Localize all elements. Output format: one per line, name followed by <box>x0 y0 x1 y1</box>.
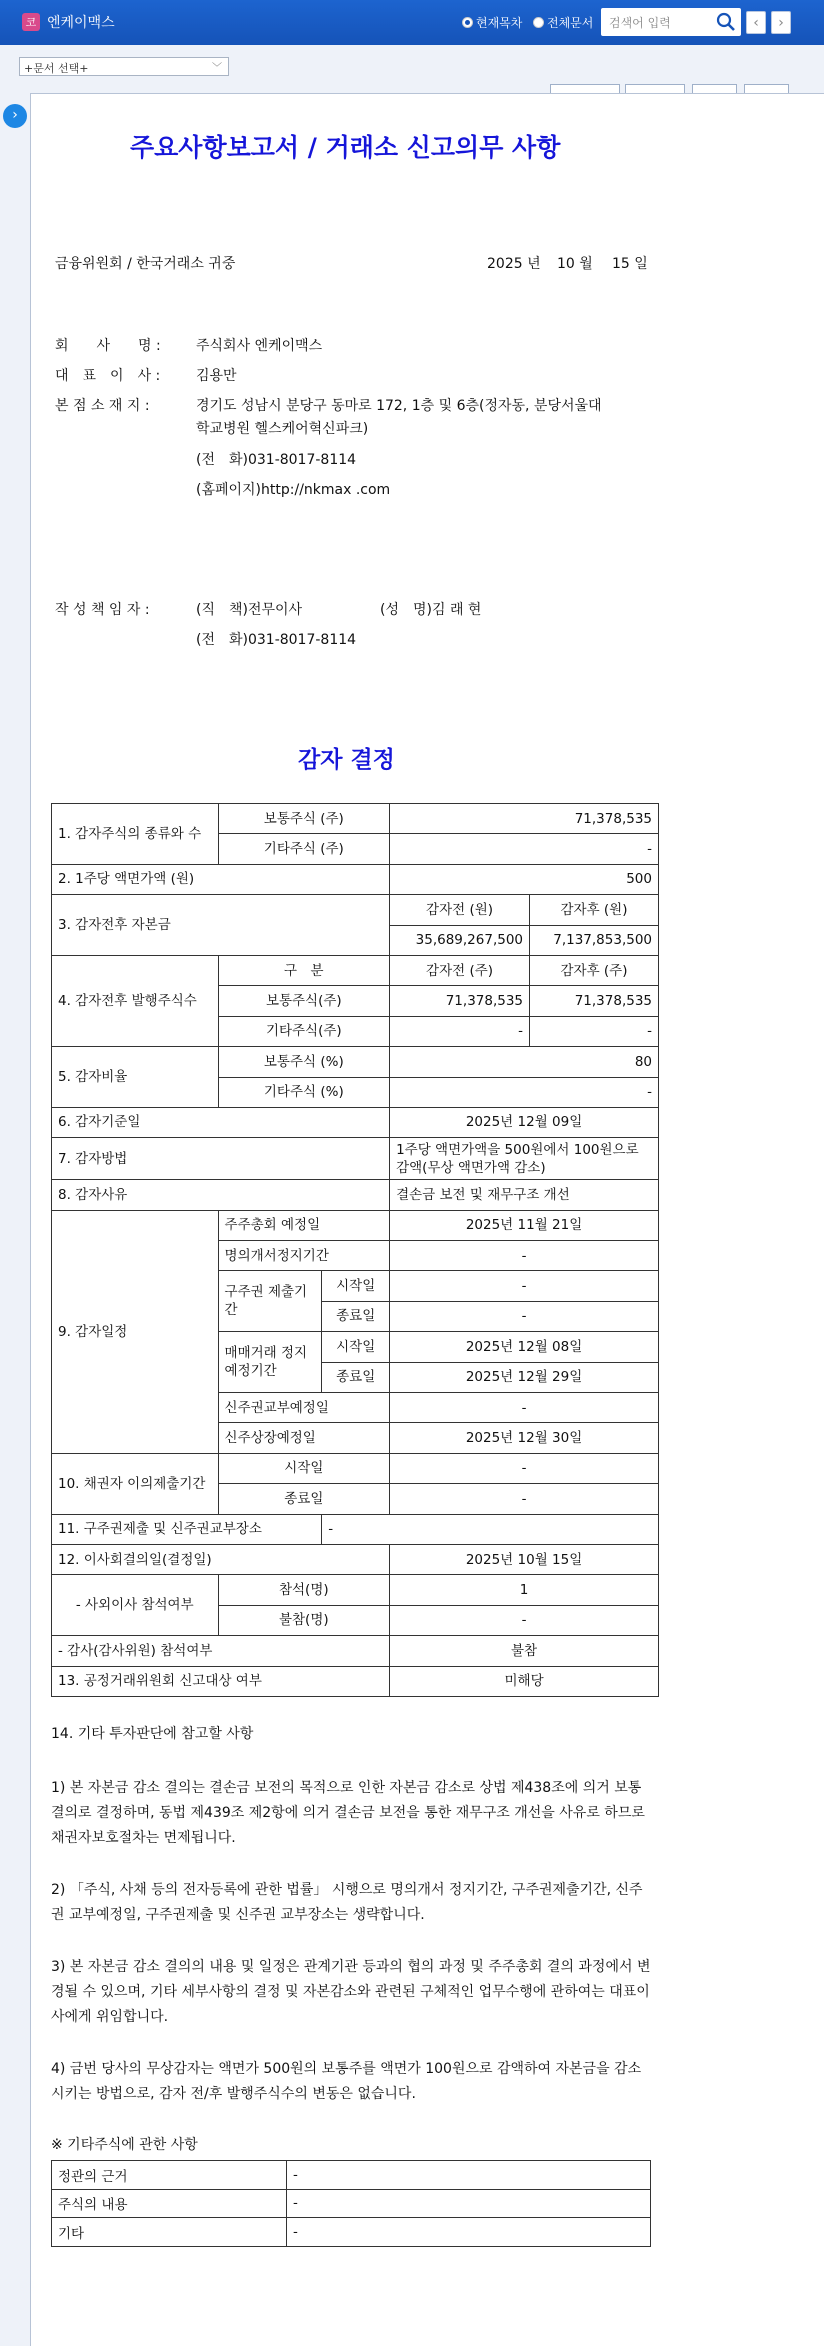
search-icon[interactable] <box>716 12 736 32</box>
sub-label: 종료일 <box>218 1484 390 1514</box>
cell-value: 35,689,267,500 <box>390 925 530 955</box>
company-label: 회 사 명 : <box>55 338 161 354</box>
note-paragraph-4: 4) 금번 당사의 무상감자는 액면가 500원의 보통주를 액면가 100원으로 감액하여 자본금을 감소시키는 방법으로, 감자 전/후 발행주식수의 변동은 없습니다. <box>51 2061 642 2102</box>
chevron-right-icon: › <box>12 107 18 123</box>
sub-label: 신주상장예정일 <box>218 1423 390 1453</box>
cell-value: 71,378,535 <box>530 986 659 1016</box>
row-label: 6. 감자기준일 <box>52 1107 390 1137</box>
cell-value: - <box>287 2218 651 2247</box>
table-row <box>52 1514 659 1544</box>
cell-value: 2025년 12월 30일 <box>390 1423 659 1453</box>
sub-label: 종료일 <box>322 1362 390 1392</box>
row-label: 9. 감자일정 <box>52 1210 219 1453</box>
table-row <box>52 1575 659 1605</box>
cell-value: - <box>390 1077 659 1107</box>
row-label: 12. 이사회결의일(결정일) <box>52 1544 390 1574</box>
writer-name: (성 명)김 래 현 <box>380 602 482 618</box>
report-date-year: 2025 년 <box>487 256 541 272</box>
sub-label: 시작일 <box>322 1271 390 1301</box>
cell-value: 미해당 <box>390 1666 659 1696</box>
row-label: - 사외이사 참석여부 <box>52 1575 219 1636</box>
cell-value: 2025년 10월 15일 <box>390 1544 659 1574</box>
sub-label: 기타주식 (주) <box>218 834 390 864</box>
table-row <box>52 1047 659 1077</box>
table-row <box>52 1138 659 1180</box>
row-label: 1. 감자주식의 종류와 수 <box>52 804 219 865</box>
cell-value: 2025년 11월 21일 <box>390 1210 659 1240</box>
ceo-label: 대 표 이 사 : <box>55 368 161 384</box>
radio-all-label: 전체문서 <box>547 16 594 30</box>
company-name: 엔케이맥스 <box>47 15 115 31</box>
cell-value: 7,137,853,500 <box>530 925 659 955</box>
row-label: 2. 1주당 액면가액 (원) <box>52 864 390 894</box>
cell-value: - <box>390 834 659 864</box>
hq-phone: (전 화)031-8017-8114 <box>196 452 357 468</box>
search-placeholder: 검색어 입력 <box>609 16 671 30</box>
report-title: 주요사항보고서 / 거래소 신고의무 사항 <box>130 133 561 162</box>
sub-label: 명의개서정지기간 <box>218 1241 390 1271</box>
writer-label: 작 성 책 임 자 : <box>55 602 150 618</box>
row-label: 주식의 내용 <box>52 2189 287 2218</box>
cell-value: 500 <box>390 864 659 894</box>
top-bar <box>0 0 824 45</box>
table-row <box>52 864 659 894</box>
other-stock-title: ※ 기타주식에 관한 사항 <box>51 2137 198 2153</box>
cell-value: 1 <box>390 1575 659 1605</box>
row-label: 7. 감자방법 <box>52 1138 390 1180</box>
row-label: 10. 채권자 이의제출기간 <box>52 1453 219 1514</box>
table-row <box>52 955 659 985</box>
sub-label: 시작일 <box>218 1453 390 1483</box>
note-paragraph-3: 3) 본 자본금 감소 결의의 내용 및 일정은 관계기관 등과의 협의 과정 및 주주총회 결의 과정에서 변경될 수 있으며, 기타 세부사항의 결정 및 자본감소와 관련된 구체적인 업무수행에 관하여는 대표이사에게 위임합니다. <box>51 1959 651 2025</box>
company-value: 주식회사 엔케이맥스 <box>196 338 323 354</box>
radio-all-documents[interactable] <box>533 14 593 31</box>
sub-label: 기타주식(주) <box>218 1016 390 1046</box>
sub-label: 주주총회 예정일 <box>218 1210 390 1240</box>
note-heading: 14. 기타 투자판단에 참고할 사항 <box>51 1726 254 1742</box>
row-label: 5. 감자비율 <box>52 1047 219 1108</box>
prev-result-button[interactable] <box>746 11 766 34</box>
note-paragraph-1: 1) 본 자본금 감소 결의는 결손금 보전의 목적으로 인한 자본금 감소로 상법 제438조에 의거 보통결의로 결정하며, 동법 제439조 제2항에 의거 결손금 보전을 통한 재무구조 개선을 사유로 하므로 채권자보호절차는 면제됩니다. <box>51 1780 645 1846</box>
column-header: 감자전 (원) <box>390 895 530 925</box>
row-label: 8. 감자사유 <box>52 1180 390 1210</box>
recipient: 금융위원회 / 한국거래소 귀중 <box>55 256 236 272</box>
hq-homepage: (홈페이지)http://nkmax .com <box>196 482 391 498</box>
sub-label: 구주권 제출기간 <box>218 1271 322 1332</box>
cell-value: - <box>390 1271 659 1301</box>
sub-label: 매매거래 정지예정기간 <box>218 1332 322 1393</box>
hq-address-line1: 경기도 성남시 분당구 동마로 172, 1층 및 6층(정자동, 분당서울대 <box>196 398 602 414</box>
chevron-right-icon: › <box>778 15 784 31</box>
writer-title: (직 책)전무이사 <box>196 602 303 618</box>
column-header: 감자후 (주) <box>530 955 659 985</box>
cell-value: - <box>390 1484 659 1514</box>
logo-glyph: 코 <box>25 16 37 29</box>
sub-label: 신주권교부예정일 <box>218 1393 390 1423</box>
sub-label: 보통주식 (주) <box>218 804 390 834</box>
next-result-button[interactable] <box>771 11 791 34</box>
cell-value: - <box>287 2161 651 2190</box>
cell-value: 80 <box>390 1047 659 1077</box>
cell-value: 불참 <box>390 1636 659 1666</box>
column-header: 감자전 (주) <box>390 955 530 985</box>
table-row <box>52 1107 659 1137</box>
writer-phone: (전 화)031-8017-8114 <box>196 632 357 648</box>
cell-value: 1주당 액면가액을 500원에서 100원으로 감액(무상 액면가액 감소) <box>390 1138 659 1180</box>
table-row <box>52 1180 659 1210</box>
cell-value: 71,378,535 <box>390 986 530 1016</box>
cell-value: - <box>390 1301 659 1331</box>
table-row <box>52 1636 659 1666</box>
table-row <box>52 1210 659 1240</box>
cell-value: 2025년 12월 29일 <box>390 1362 659 1392</box>
row-label: 13. 공정거래위원회 신고대상 여부 <box>52 1666 390 1696</box>
cell-value: 2025년 12월 08일 <box>390 1332 659 1362</box>
table-row <box>52 804 659 834</box>
sub-label: 보통주식 (%) <box>218 1047 390 1077</box>
cell-value: - <box>390 1016 530 1046</box>
table-row <box>52 1666 659 1696</box>
radio-current-label: 현재목차 <box>476 16 523 30</box>
row-label: 정관의 근거 <box>52 2161 287 2190</box>
column-header: 구 분 <box>218 955 390 985</box>
sub-label: 참석(명) <box>218 1575 390 1605</box>
table-row <box>52 2189 651 2218</box>
report-date-month: 10 월 <box>557 256 593 272</box>
row-label: 4. 감자전후 발행주식수 <box>52 955 219 1046</box>
cell-value: - <box>390 1241 659 1271</box>
sub-label: 시작일 <box>322 1332 390 1362</box>
cell-value: - <box>390 1453 659 1483</box>
company-logo <box>22 13 40 31</box>
cell-value: - <box>322 1514 659 1544</box>
section-title: 감자 결정 <box>298 746 395 773</box>
radio-selected-icon[interactable] <box>462 17 473 28</box>
cell-value: 71,378,535 <box>390 804 659 834</box>
table-row <box>52 1544 659 1574</box>
table-row <box>52 2161 651 2190</box>
sub-label: 불참(명) <box>218 1605 390 1635</box>
ceo-value: 김용만 <box>196 368 237 384</box>
cell-value: 2025년 12월 09일 <box>390 1107 659 1137</box>
cell-value: - <box>390 1393 659 1423</box>
column-header: 감자후 (원) <box>530 895 659 925</box>
sub-label: 종료일 <box>322 1301 390 1331</box>
toggle-sidebar-button[interactable] <box>3 104 27 128</box>
capital-reduction-table <box>51 803 659 1697</box>
row-label: 3. 감자전후 자본금 <box>52 895 390 956</box>
note-paragraph-2: 2) 「주식, 사채 등의 전자등록에 관한 법률」 시행으로 명의개서 정지기간, 구주권제출기간, 신주권 교부예정일, 구주권제출 및 신주권 교부장소는 생략합니다. <box>51 1882 643 1923</box>
other-stock-table <box>51 2160 651 2247</box>
chevron-left-icon: ‹ <box>753 15 759 31</box>
report-date-day: 15 일 <box>612 256 648 272</box>
chevron-down-icon: ﹀ <box>212 63 222 74</box>
table-row <box>52 895 659 925</box>
radio-unselected-icon[interactable] <box>533 17 544 28</box>
hq-label: 본 점 소 재 지 : <box>55 398 150 414</box>
cell-value: 결손금 보전 및 재무구조 개선 <box>390 1180 659 1210</box>
cell-value: - <box>390 1605 659 1635</box>
cell-value: - <box>530 1016 659 1046</box>
cell-value: - <box>287 2189 651 2218</box>
row-label: 기타 <box>52 2218 287 2247</box>
row-label: - 감사(감사위원) 참석여부 <box>52 1636 390 1666</box>
document-select[interactable] <box>19 57 229 76</box>
sub-label: 기타주식 (%) <box>218 1077 390 1107</box>
table-row <box>52 2218 651 2247</box>
document-select-value: +문서 선택+ <box>24 62 89 75</box>
hq-address-line2: 학교병원 헬스케어혁신파크) <box>196 421 369 437</box>
radio-current-section[interactable] <box>462 14 522 31</box>
row-label: 11. 구주권제출 및 신주권교부장소 <box>52 1514 322 1544</box>
table-row <box>52 1453 659 1483</box>
sub-label: 보통주식(주) <box>218 986 390 1016</box>
